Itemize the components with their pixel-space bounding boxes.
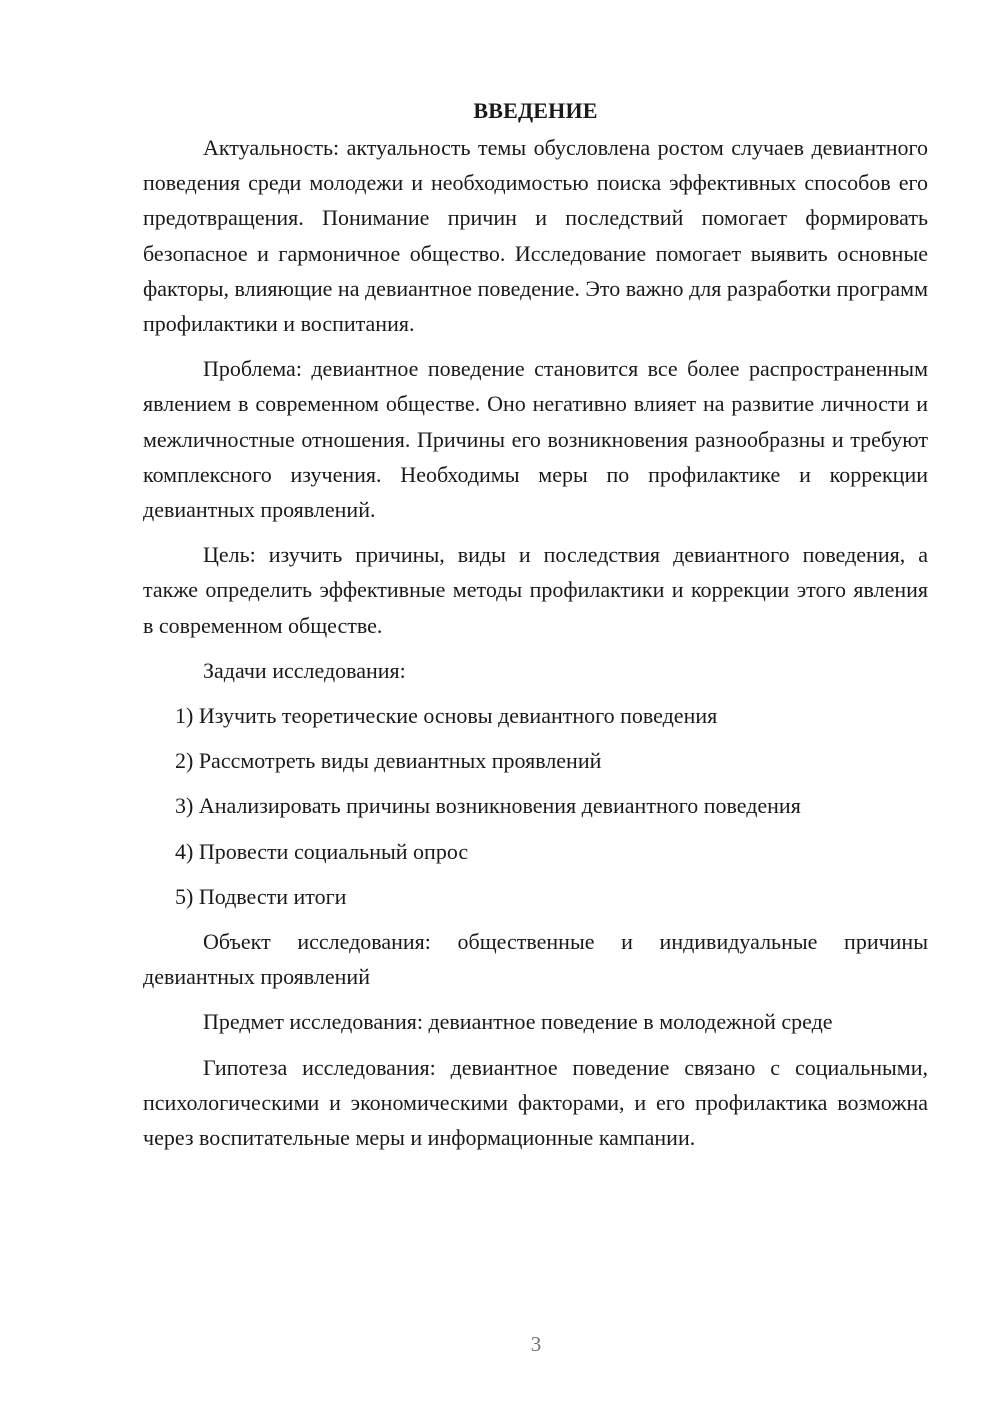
object-paragraph: Объект исследования: общественные и индивидуальные причины девиантных проявлений: [143, 929, 928, 990]
list-item: 2) Рассмотреть виды девиантных проявлений: [175, 748, 602, 774]
relevance-paragraph: Актуальность: актуальность темы обусловлена ростом случаев девиантного поведения среди молодежи и необходимостью поиска эффективных способов его предотвращения. Понимание причин и последствий помогает формировать безопасное и гармоничное общество. Исследование помогает выявить основные факторы, влияющие на девиантное поведение. Это важно для разработки программ профилактики и воспитания.: [143, 135, 928, 337]
hypothesis-paragraph: Гипотеза исследования: девиантное поведение связано с социальными, психологическими и экономическими факторами, и его профилактика возможна через воспитательные меры и информационные кампании.: [143, 1054, 928, 1151]
list-item: 5) Подвести итоги: [175, 883, 347, 909]
subject-paragraph: Предмет исследования: девиантное поведение в молодежной среде: [203, 1009, 833, 1035]
document-page: [143, 96, 928, 1165]
goal-paragraph: Цель: изучить причины, виды и последствия девиантного поведения, а также определить эффективные методы профилактики и коррекции этого явления в современном обществе.: [143, 542, 928, 638]
list-item: 3) Анализировать причины возникновения девиантного поведения: [175, 793, 801, 819]
page-title: ВВЕДЕНИЕ: [473, 98, 598, 123]
tasks-list: [143, 698, 928, 914]
list-item: 1) Изучить теоретические основы девиантного поведения: [175, 703, 718, 729]
problem-paragraph: Проблема: девиантное поведение становится все более распространенным явлением в современном обществе. Оно негативно влияет на развитие личности и межличностные отношения. Причины его возникновения разнообразны и требуют комплексного изучения. Необходимы меры по профилактике и коррекции девиантных проявлений.: [143, 356, 928, 523]
list-item: 4) Провести социальный опрос: [175, 838, 469, 864]
page-number: 3: [530, 1332, 542, 1356]
tasks-heading: Задачи исследования:: [203, 657, 406, 683]
